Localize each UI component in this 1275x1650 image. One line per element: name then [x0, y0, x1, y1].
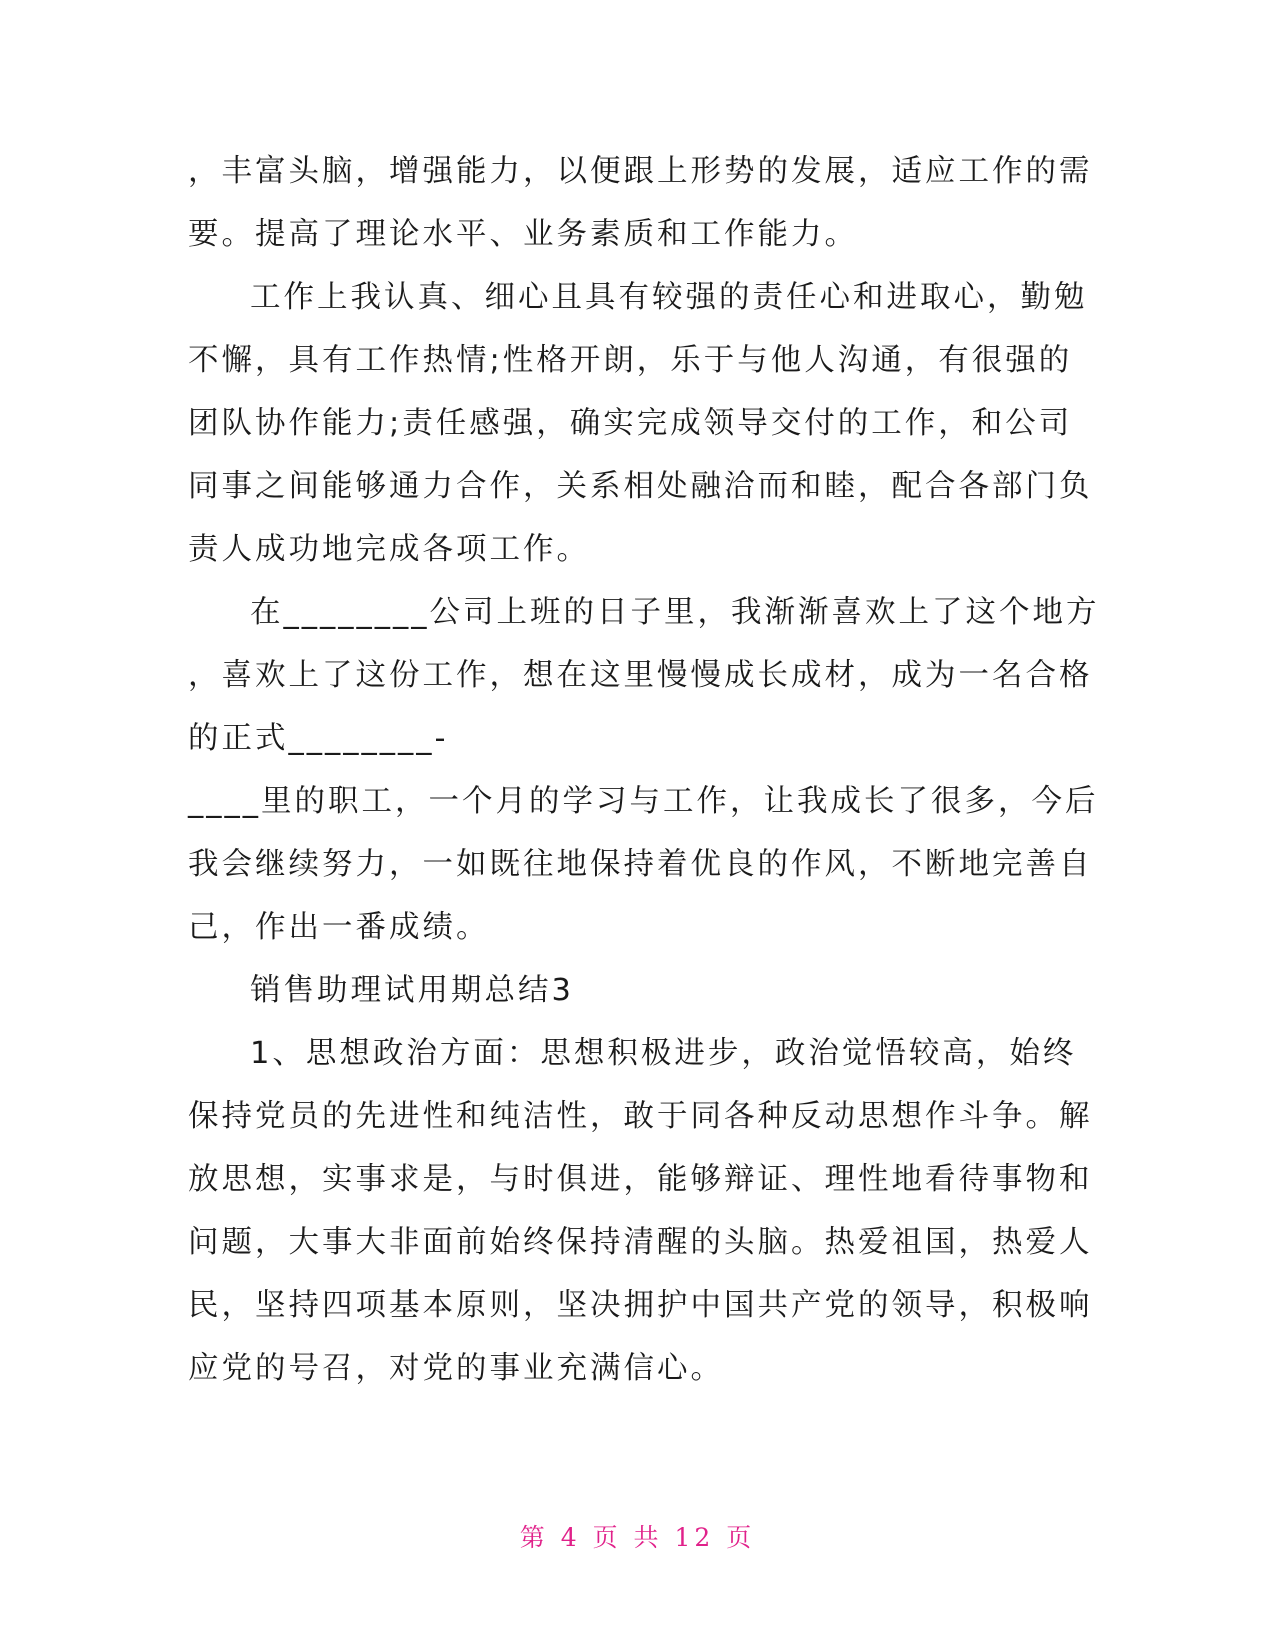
text-line: 应党的号召，对党的事业充满信心。 — [188, 1351, 724, 1386]
text-line: 己，作出一番成绩。 — [188, 910, 490, 945]
section-heading: 销售助理试用期总结3 — [250, 973, 574, 1008]
paragraph-start-line: 1、思想政治方面：思想积极进步，政治觉悟较高，始终 — [250, 1036, 1077, 1071]
text-line: 问题，大事大非面前始终保持清醒的头脑。热爱祖国，热爱人 — [188, 1225, 1093, 1260]
text-line: ____里的职工，一个月的学习与工作，让我成长了很多，今后 — [188, 784, 1099, 819]
paragraph-start-line: 工作上我认真、细心且具有较强的责任心和进取心，勤勉 — [250, 280, 1088, 315]
document-body — [188, 140, 1100, 1400]
text-line: 责人成功地完成各项工作。 — [188, 532, 590, 567]
text-line: 放思想，实事求是，与时俱进，能够辩证、理性地看待事物和 — [188, 1162, 1093, 1197]
text-line: 的正式________- — [188, 721, 449, 756]
text-line: ，丰富头脑，增强能力，以便跟上形势的发展，适应工作的需 — [188, 154, 1093, 189]
text-line: 要。提高了理论水平、业务素质和工作能力。 — [188, 217, 858, 252]
text-line: 保持党员的先进性和纯洁性，敢于同各种反动思想作斗争。解 — [188, 1099, 1093, 1134]
text-line: ，喜欢上了这份工作，想在这里慢慢成长成材，成为一名合格 — [188, 658, 1093, 693]
text-line: 团队协作能力;责任感强，确实完成领导交付的工作，和公司 — [188, 406, 1073, 441]
page-number-footer: 第 4 页 共 12 页 — [519, 1523, 756, 1552]
text-line: 不懈，具有工作热情;性格开朗，乐于与他人沟通，有很强的 — [188, 343, 1073, 378]
text-line: 民，坚持四项基本原则，坚决拥护中国共产党的领导，积极响 — [188, 1288, 1093, 1323]
paragraph-start-line: 在________公司上班的日子里，我渐渐喜欢上了这个地方 — [250, 595, 1100, 630]
text-line: 同事之间能够通力合作，关系相处融洽而和睦，配合各部门负 — [188, 469, 1093, 504]
text-line: 我会继续努力，一如既往地保持着优良的作风，不断地完善自 — [188, 847, 1093, 882]
